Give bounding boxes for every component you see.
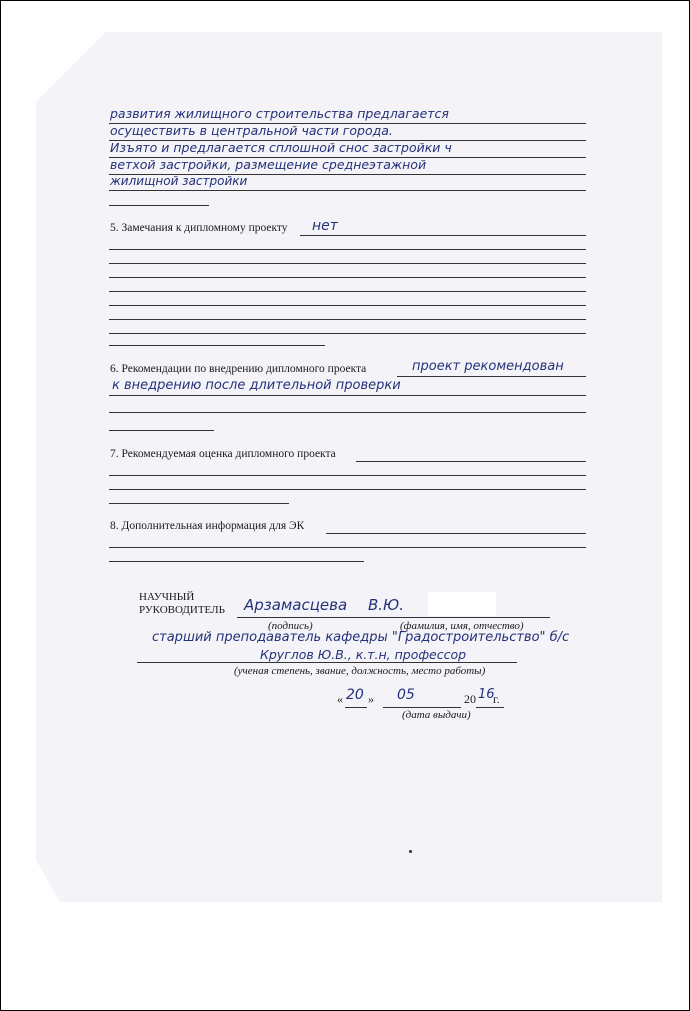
form-line xyxy=(300,235,586,236)
supervisor-position: старший преподаватель кафедры "Градостроительство" б/с xyxy=(152,630,570,645)
handwritten-text: развития жилищного строительства предлагается xyxy=(110,106,449,121)
form-line xyxy=(109,412,586,413)
form-line xyxy=(109,503,289,504)
form-line xyxy=(397,376,586,377)
section-8-label: 8. Дополнительная информация для ЭК xyxy=(110,520,305,532)
form-line xyxy=(356,461,586,462)
form-line xyxy=(109,475,586,476)
caption-position: (ученая степень, звание, должность, место работы) xyxy=(234,665,486,677)
form-line xyxy=(326,533,586,534)
supervisor-title: НАУЧНЫЙ xyxy=(139,591,195,603)
form-line xyxy=(109,249,586,250)
handwritten-text: Изъято и предлагается сплошной снос застройки ч xyxy=(110,140,452,155)
supervisor-initials: В.Ю. xyxy=(368,596,405,614)
date-year-prefix: 20 xyxy=(464,692,476,706)
date-year-suffix: 16 xyxy=(478,687,495,702)
form-line xyxy=(109,345,325,346)
form-line xyxy=(345,707,367,708)
form-line xyxy=(237,617,550,618)
folded-corner xyxy=(36,32,106,102)
scan-speck xyxy=(409,850,412,853)
date-quote-close: » xyxy=(368,692,374,706)
form-line xyxy=(383,707,461,708)
form-line xyxy=(109,190,586,191)
handwritten-text: ветхой застройки, размещение среднеэтажной xyxy=(110,157,427,172)
redacted-area xyxy=(428,592,496,616)
form-line xyxy=(109,277,586,278)
form-line xyxy=(137,662,517,663)
section-7-label: 7. Рекомендуемая оценка дипломного проекта xyxy=(110,448,336,460)
section-5-label: 5. Замечания к дипломному проекту xyxy=(110,222,288,234)
form-line xyxy=(109,291,586,292)
form-line xyxy=(109,547,586,548)
date-year-unit: г. xyxy=(493,692,500,706)
scan-edge-corner xyxy=(36,860,60,902)
date-month: 05 xyxy=(397,687,415,703)
supervisor-position: Круглов Ю.В., к.т.н, профессор xyxy=(260,647,467,662)
form-line xyxy=(109,489,586,490)
caption-signature: (подпись) xyxy=(268,620,313,632)
caption-name: (фамилия, имя, отчество) xyxy=(400,620,524,632)
form-line xyxy=(109,263,586,264)
supervisor-signature: Арзамасцева xyxy=(244,596,348,614)
form-line xyxy=(109,430,214,431)
handwritten-text: жилищной застройки xyxy=(110,174,248,188)
section-6-answer: к внедрению после длительной проверки xyxy=(112,378,401,393)
caption-date: (дата выдачи) xyxy=(402,709,471,721)
supervisor-title: РУКОВОДИТЕЛЬ xyxy=(139,604,225,616)
form-line xyxy=(109,561,364,562)
section-6-answer: проект рекомендован xyxy=(412,359,564,374)
form-line xyxy=(109,205,209,206)
form-line xyxy=(109,319,586,320)
date-quote-open: « xyxy=(337,692,343,706)
form-line xyxy=(109,305,586,306)
form-line xyxy=(109,333,586,334)
date-day: 20 xyxy=(346,687,364,703)
section-6-label: 6. Рекомендации по внедрению дипломного проекта xyxy=(110,363,367,375)
handwritten-text: осуществить в центральной части города. xyxy=(110,123,393,138)
form-line xyxy=(476,707,504,708)
form-line xyxy=(109,395,586,396)
section-5-answer: нет xyxy=(312,218,338,234)
